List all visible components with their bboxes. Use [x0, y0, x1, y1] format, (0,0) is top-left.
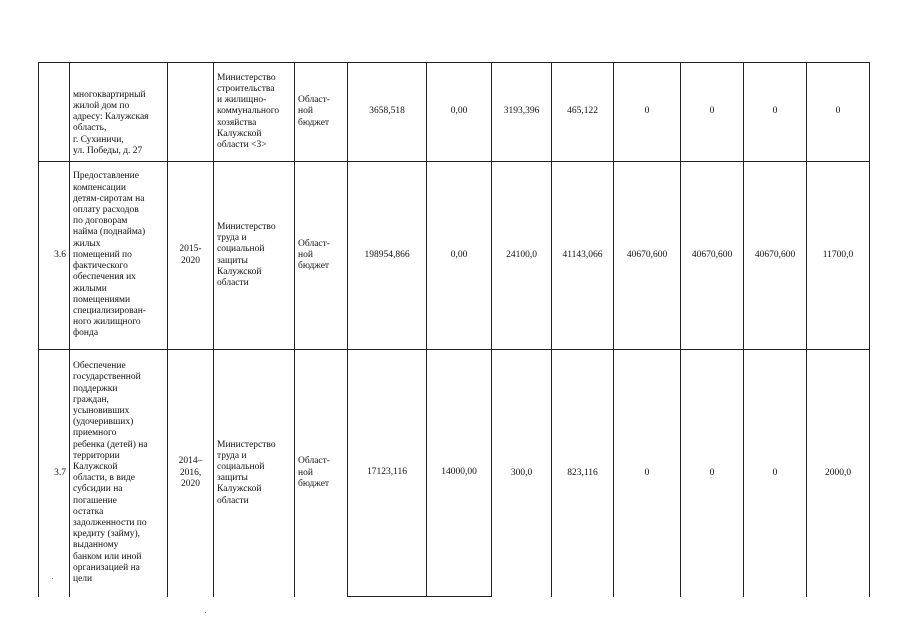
value-year-6: 40670,600 — [744, 162, 807, 350]
value-year-5: 40670,600 — [681, 162, 744, 350]
row-index: 3.7 — [39, 350, 70, 597]
value-year-7: 0 — [807, 63, 870, 162]
value-year-7: 11700,0 — [807, 162, 870, 350]
value-year-7: 2000,0 — [807, 350, 870, 597]
value-year-3: 465,122 — [552, 63, 614, 162]
value-year-5: 0 — [681, 63, 744, 162]
row-index: 3.6 — [39, 162, 70, 350]
scan-speck — [205, 612, 206, 613]
executor: Министерство строительства и жилищно- коммунального хозяйства Калужской области <3> — [214, 63, 295, 162]
value-year-3: 41143,066 — [552, 162, 614, 350]
executor: Министерство труда и социальной защиты Калужской области — [214, 350, 295, 597]
value-year-2: 300,0 — [492, 350, 552, 597]
value-year-5: 0 — [681, 350, 744, 597]
measure-name: Обеспечение государственной поддержки граждан, усыновивших (удочеривших) приемного ребенка (детей) на территории Калужской области, в виде субсидии на погашение остатка задолженности по кредиту (займу), выданному банком или иной организацией на цели — [70, 350, 168, 597]
value-total: 198954,866 — [348, 162, 427, 350]
value-year-3: 823,116 — [552, 350, 614, 597]
value-year-2: 3193,396 — [492, 63, 552, 162]
funding-source: Област- ной бюджет — [295, 63, 348, 162]
period — [168, 63, 214, 162]
value-year-4: 0 — [614, 63, 681, 162]
measure-name: Предоставление компенсации детям-сиротам на оплату расходов по договорам найма (поднайма) жилых помещений по фактического обеспечения их жилыми помещениями специализирован- ного жилищного фонда — [70, 162, 168, 350]
value-total: 17123,116 — [348, 350, 427, 597]
period: 2015- 2020 — [168, 162, 214, 350]
period: 2014– 2016, 2020 — [168, 350, 214, 597]
table-row — [39, 63, 870, 162]
value-year-2: 24100,0 — [492, 162, 552, 350]
table-row — [39, 162, 870, 350]
funding-source: Област- ной бюджет — [295, 162, 348, 350]
value-year-1: 14000,00 — [427, 350, 492, 597]
value-year-1: 0,00 — [427, 63, 492, 162]
measure-name: многоквартирный жилой дом по адресу: Калужская область, г. Сухиничи, ул. Победы, д. 27 — [70, 63, 168, 162]
table-row — [39, 350, 870, 597]
value-year-1: 0,00 — [427, 162, 492, 350]
value-year-6: 0 — [744, 63, 807, 162]
value-year-4: 0 — [614, 350, 681, 597]
row-index — [39, 63, 70, 162]
value-year-4: 40670,600 — [614, 162, 681, 350]
budget-table — [38, 62, 870, 597]
executor: Министерство труда и социальной защиты Калужской области — [214, 162, 295, 350]
funding-source: Област- ной бюджет — [295, 350, 348, 597]
scan-speck — [52, 578, 53, 579]
value-total: 3658,518 — [348, 63, 427, 162]
value-year-6: 0 — [744, 350, 807, 597]
